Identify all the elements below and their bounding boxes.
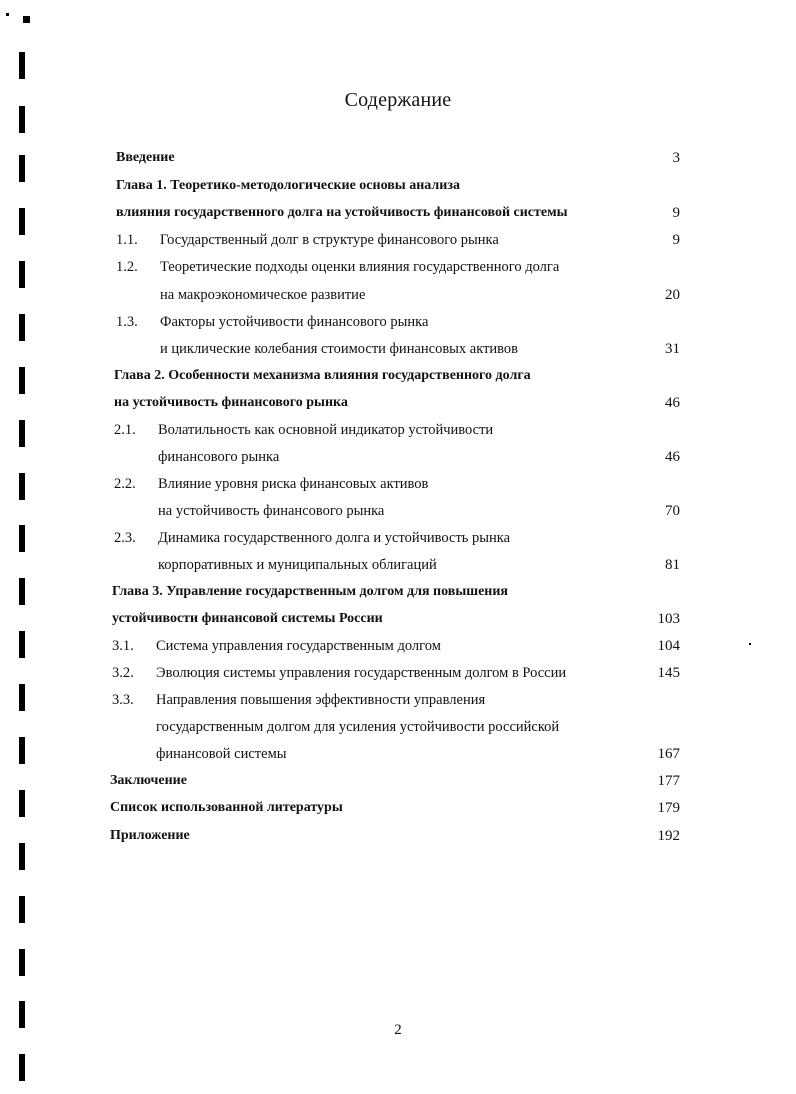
- toc-section-number: 3.1.: [112, 638, 134, 654]
- binding-mark: [19, 737, 25, 764]
- toc-section-1-1: Государственный долг в структуре финансового рынка: [160, 232, 499, 248]
- toc-section-3-3-line1: Направления повышения эффективности управления: [156, 692, 486, 708]
- toc-page-appendix: 192: [657, 828, 680, 844]
- binding-mark: [19, 525, 25, 552]
- binding-mark: [23, 16, 30, 23]
- scan-artifact-dot: [749, 643, 751, 645]
- toc-section-1-3-line1: Факторы устойчивости финансового рынка: [160, 314, 429, 330]
- toc-chapter-1-line2: влияния государственного долга на устойчивость финансовой системы: [116, 205, 568, 220]
- toc-section-2-1-line1: Волатильность как основной индикатор устойчивости: [158, 422, 494, 438]
- toc-section-number: 2.3.: [114, 530, 136, 546]
- binding-mark: [19, 208, 25, 235]
- binding-mark: [19, 684, 25, 711]
- toc-page-2-2: 70: [665, 503, 680, 519]
- binding-mark: [19, 420, 25, 447]
- toc-page-conclusion: 177: [657, 773, 680, 789]
- toc-entry-appendix: Приложение: [110, 828, 190, 843]
- toc-section-1-2-line2: на макроэкономическое развитие: [160, 287, 366, 303]
- toc-page-1-3: 31: [665, 341, 680, 357]
- toc-page-3-3: 167: [657, 746, 680, 762]
- toc-page-1-1: 9: [672, 232, 680, 248]
- toc-section-number: 3.3.: [112, 692, 134, 708]
- toc-page-1-2: 20: [665, 287, 680, 303]
- toc-page-intro: 3: [672, 150, 680, 166]
- toc-page-3-2: 145: [657, 665, 680, 681]
- page-number: 2: [394, 1022, 402, 1038]
- binding-mark: [19, 631, 25, 658]
- toc-section-number: 1.1.: [116, 232, 138, 248]
- toc-page-ch3: 103: [657, 611, 680, 627]
- toc-section-2-1-line2: финансового рынка: [158, 449, 280, 465]
- toc-section-2-3-line2: корпоративных и муниципальных облигаций: [158, 557, 437, 573]
- binding-mark: [19, 896, 25, 923]
- toc-chapter-2-line1: Глава 2. Особенности механизма влияния государственного долга: [114, 368, 531, 383]
- binding-mark: [19, 790, 25, 817]
- binding-mark: [19, 843, 25, 870]
- toc-section-number: 3.2.: [112, 665, 134, 681]
- toc-page-bibliography: 179: [657, 800, 680, 816]
- page-title: Содержание: [344, 89, 452, 111]
- toc-section-1-2-line1: Теоретические подходы оценки влияния государственного долга: [160, 259, 560, 275]
- toc-section-3-3-line3: финансовой системы: [156, 746, 287, 762]
- toc-entry-bibliography: Список использованной литературы: [110, 800, 343, 815]
- binding-mark: [19, 1054, 25, 1081]
- binding-mark: [19, 52, 25, 79]
- toc-entry-conclusion: Заключение: [110, 773, 187, 788]
- toc-chapter-3-line2: устойчивости финансовой системы России: [112, 611, 383, 626]
- toc-section-number: 2.2.: [114, 476, 136, 492]
- toc-section-3-3-line2: государственным долгом для усиления устойчивости российской: [156, 719, 560, 735]
- toc-section-number: 1.2.: [116, 259, 138, 275]
- toc-section-2-2-line1: Влияние уровня риска финансовых активов: [158, 476, 429, 492]
- toc-section-3-1: Система управления государственным долгом: [156, 638, 441, 654]
- toc-section-2-2-line2: на устойчивость финансового рынка: [158, 503, 385, 519]
- toc-section-1-3-line2: и циклические колебания стоимости финансовых активов: [160, 341, 519, 357]
- toc-page-3-1: 104: [657, 638, 680, 654]
- toc-page-ch1: 9: [672, 205, 680, 221]
- toc-entry-intro: Введение: [116, 150, 175, 165]
- toc-page-2-3: 81: [665, 557, 680, 573]
- binding-mark: [19, 473, 25, 500]
- binding-mark: [19, 314, 25, 341]
- toc-section-number: 1.3.: [116, 314, 138, 330]
- toc-page-ch2: 46: [665, 395, 680, 411]
- binding-mark: [19, 261, 25, 288]
- toc-section-number: 2.1.: [114, 422, 136, 438]
- toc-section-3-2: Эволюция системы управления государственным долгом в России: [156, 665, 567, 681]
- toc-chapter-2-line2: на устойчивость финансового рынка: [114, 395, 348, 410]
- binding-mark: [19, 155, 25, 182]
- binding-mark: [19, 949, 25, 976]
- toc-section-2-3-line1: Динамика государственного долга и устойчивость рынка: [158, 530, 511, 546]
- toc-chapter-1-line1: Глава 1. Теоретико-методологические основы анализа: [116, 178, 460, 193]
- toc-chapter-3-line1: Глава 3. Управление государственным долгом для повышения: [112, 584, 508, 599]
- binding-mark: [19, 367, 25, 394]
- scan-artifact-tick: [6, 13, 9, 16]
- binding-mark: [19, 578, 25, 605]
- toc-page-2-1: 46: [665, 449, 680, 465]
